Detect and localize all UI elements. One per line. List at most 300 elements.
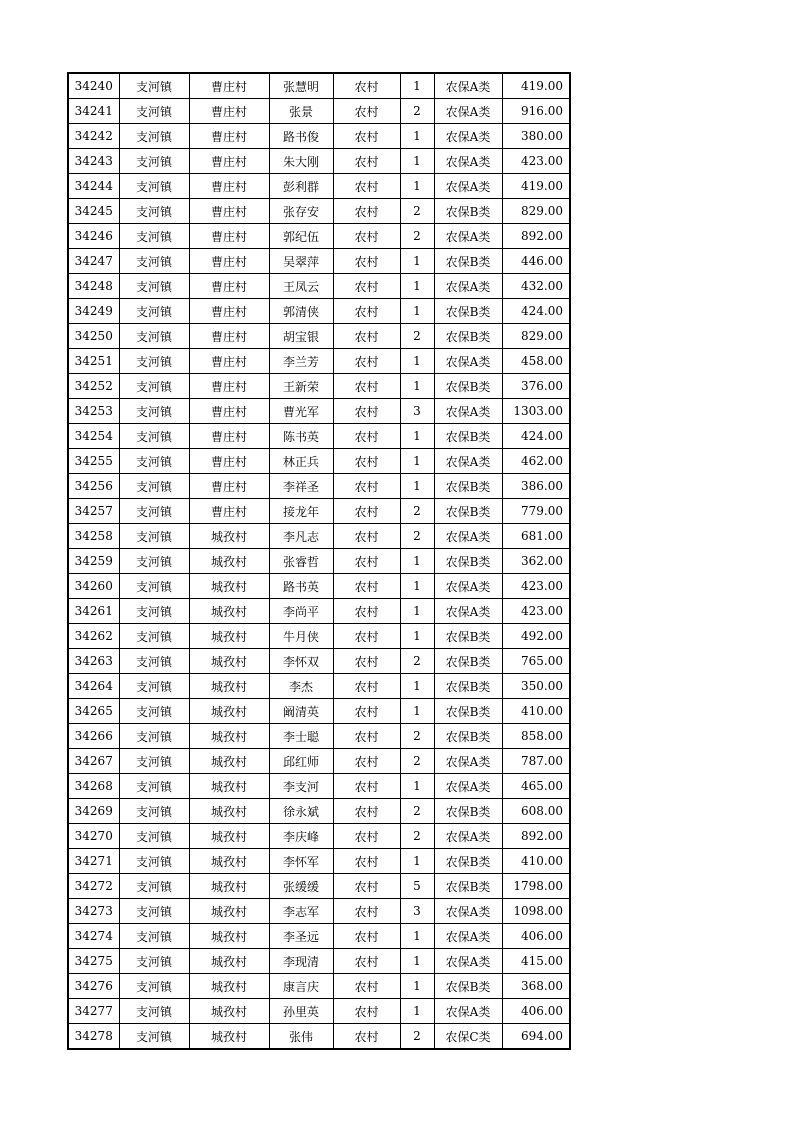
town-cell: 支河镇 — [119, 724, 189, 749]
name-cell: 阚清英 — [269, 699, 333, 724]
category-cell: 农保A类 — [434, 599, 502, 624]
member-count-cell: 1 — [400, 149, 434, 174]
village-cell: 城孜村 — [189, 574, 269, 599]
serial-cell: 34271 — [68, 849, 119, 874]
town-cell: 支河镇 — [119, 674, 189, 699]
village-cell: 城孜村 — [189, 849, 269, 874]
amount-cell: 423.00 — [502, 599, 570, 624]
amount-cell: 350.00 — [502, 674, 570, 699]
table-row — [68, 299, 570, 324]
village-cell: 曹庄村 — [189, 324, 269, 349]
serial-cell: 34262 — [68, 624, 119, 649]
serial-cell: 34240 — [68, 73, 119, 99]
serial-cell: 34245 — [68, 199, 119, 224]
member-count-cell: 1 — [400, 349, 434, 374]
household-type-cell: 农村 — [333, 674, 400, 699]
member-count-cell: 2 — [400, 799, 434, 824]
village-cell: 城孜村 — [189, 524, 269, 549]
household-type-cell: 农村 — [333, 349, 400, 374]
name-cell: 胡宝银 — [269, 324, 333, 349]
member-count-cell: 1 — [400, 699, 434, 724]
category-cell: 农保B类 — [434, 799, 502, 824]
member-count-cell: 3 — [400, 399, 434, 424]
category-cell: 农保B类 — [434, 299, 502, 324]
town-cell: 支河镇 — [119, 599, 189, 624]
table-row — [68, 149, 570, 174]
member-count-cell: 1 — [400, 849, 434, 874]
town-cell: 支河镇 — [119, 124, 189, 149]
serial-cell: 34274 — [68, 924, 119, 949]
category-cell: 农保A类 — [434, 149, 502, 174]
town-cell: 支河镇 — [119, 949, 189, 974]
serial-cell: 34242 — [68, 124, 119, 149]
household-type-cell: 农村 — [333, 549, 400, 574]
serial-cell: 34246 — [68, 224, 119, 249]
village-cell: 城孜村 — [189, 774, 269, 799]
household-type-cell: 农村 — [333, 99, 400, 124]
member-count-cell: 1 — [400, 449, 434, 474]
village-cell: 曹庄村 — [189, 73, 269, 99]
household-type-cell: 农村 — [333, 974, 400, 999]
serial-cell: 34270 — [68, 824, 119, 849]
category-cell: 农保B类 — [434, 549, 502, 574]
table-row — [68, 699, 570, 724]
category-cell: 农保B类 — [434, 974, 502, 999]
amount-cell: 462.00 — [502, 449, 570, 474]
category-cell: 农保B类 — [434, 499, 502, 524]
category-cell: 农保A类 — [434, 449, 502, 474]
household-type-cell: 农村 — [333, 774, 400, 799]
town-cell: 支河镇 — [119, 349, 189, 374]
category-cell: 农保B类 — [434, 199, 502, 224]
town-cell: 支河镇 — [119, 174, 189, 199]
household-type-cell: 农村 — [333, 424, 400, 449]
town-cell: 支河镇 — [119, 149, 189, 174]
town-cell: 支河镇 — [119, 324, 189, 349]
serial-cell: 34263 — [68, 649, 119, 674]
amount-cell: 892.00 — [502, 224, 570, 249]
village-cell: 曹庄村 — [189, 149, 269, 174]
table-row — [68, 849, 570, 874]
household-type-cell: 农村 — [333, 274, 400, 299]
village-cell: 城孜村 — [189, 649, 269, 674]
name-cell: 李祥圣 — [269, 474, 333, 499]
village-cell: 曹庄村 — [189, 449, 269, 474]
name-cell: 张缓缓 — [269, 874, 333, 899]
household-type-cell: 农村 — [333, 324, 400, 349]
town-cell: 支河镇 — [119, 849, 189, 874]
serial-cell: 34248 — [68, 274, 119, 299]
village-cell: 曹庄村 — [189, 374, 269, 399]
amount-cell: 829.00 — [502, 324, 570, 349]
member-count-cell: 1 — [400, 424, 434, 449]
serial-cell: 34255 — [68, 449, 119, 474]
category-cell: 农保A类 — [434, 999, 502, 1024]
name-cell: 王凤云 — [269, 274, 333, 299]
serial-cell: 34241 — [68, 99, 119, 124]
amount-cell: 608.00 — [502, 799, 570, 824]
town-cell: 支河镇 — [119, 224, 189, 249]
category-cell: 农保A类 — [434, 73, 502, 99]
village-cell: 城孜村 — [189, 1024, 269, 1050]
amount-cell: 423.00 — [502, 149, 570, 174]
member-count-cell: 1 — [400, 474, 434, 499]
category-cell: 农保B类 — [434, 849, 502, 874]
household-type-cell: 农村 — [333, 1024, 400, 1050]
table-row — [68, 449, 570, 474]
name-cell: 彭利群 — [269, 174, 333, 199]
member-count-cell: 2 — [400, 824, 434, 849]
table-row — [68, 73, 570, 99]
town-cell: 支河镇 — [119, 899, 189, 924]
table-row — [68, 474, 570, 499]
member-count-cell: 2 — [400, 324, 434, 349]
member-count-cell: 2 — [400, 524, 434, 549]
name-cell: 李现清 — [269, 949, 333, 974]
member-count-cell: 1 — [400, 174, 434, 199]
serial-cell: 34257 — [68, 499, 119, 524]
village-cell: 曹庄村 — [189, 299, 269, 324]
village-cell: 城孜村 — [189, 724, 269, 749]
amount-cell: 1303.00 — [502, 399, 570, 424]
household-type-cell: 农村 — [333, 174, 400, 199]
amount-cell: 858.00 — [502, 724, 570, 749]
household-type-cell: 农村 — [333, 849, 400, 874]
member-count-cell: 2 — [400, 724, 434, 749]
amount-cell: 446.00 — [502, 249, 570, 274]
household-type-cell: 农村 — [333, 524, 400, 549]
household-type-cell: 农村 — [333, 999, 400, 1024]
amount-cell: 423.00 — [502, 574, 570, 599]
category-cell: 农保A类 — [434, 124, 502, 149]
category-cell: 农保A类 — [434, 774, 502, 799]
household-type-cell: 农村 — [333, 474, 400, 499]
serial-cell: 34244 — [68, 174, 119, 199]
village-cell: 曹庄村 — [189, 224, 269, 249]
amount-cell: 779.00 — [502, 499, 570, 524]
town-cell: 支河镇 — [119, 699, 189, 724]
town-cell: 支河镇 — [119, 524, 189, 549]
member-count-cell: 1 — [400, 73, 434, 99]
village-cell: 曹庄村 — [189, 124, 269, 149]
household-type-cell: 农村 — [333, 199, 400, 224]
town-cell: 支河镇 — [119, 574, 189, 599]
amount-cell: 406.00 — [502, 924, 570, 949]
amount-cell: 681.00 — [502, 524, 570, 549]
household-type-cell: 农村 — [333, 149, 400, 174]
member-count-cell: 2 — [400, 499, 434, 524]
category-cell: 农保C类 — [434, 1024, 502, 1050]
village-cell: 城孜村 — [189, 799, 269, 824]
household-type-cell: 农村 — [333, 299, 400, 324]
serial-cell: 34258 — [68, 524, 119, 549]
name-cell: 李怀军 — [269, 849, 333, 874]
category-cell: 农保A类 — [434, 99, 502, 124]
amount-cell: 787.00 — [502, 749, 570, 774]
table-row — [68, 974, 570, 999]
village-cell: 曹庄村 — [189, 174, 269, 199]
table-row — [68, 599, 570, 624]
table-row — [68, 424, 570, 449]
amount-cell: 368.00 — [502, 974, 570, 999]
category-cell: 农保B类 — [434, 724, 502, 749]
category-cell: 农保A类 — [434, 349, 502, 374]
amount-cell: 424.00 — [502, 299, 570, 324]
member-count-cell: 2 — [400, 1024, 434, 1050]
town-cell: 支河镇 — [119, 999, 189, 1024]
serial-cell: 34277 — [68, 999, 119, 1024]
table-row — [68, 999, 570, 1024]
serial-cell: 34269 — [68, 799, 119, 824]
name-cell: 李尚平 — [269, 599, 333, 624]
amount-cell: 492.00 — [502, 624, 570, 649]
serial-cell: 34261 — [68, 599, 119, 624]
village-cell: 曹庄村 — [189, 199, 269, 224]
member-count-cell: 2 — [400, 749, 434, 774]
village-cell: 城孜村 — [189, 549, 269, 574]
category-cell: 农保B类 — [434, 649, 502, 674]
town-cell: 支河镇 — [119, 799, 189, 824]
village-cell: 曹庄村 — [189, 424, 269, 449]
member-count-cell: 1 — [400, 549, 434, 574]
table-row — [68, 949, 570, 974]
name-cell: 李支河 — [269, 774, 333, 799]
amount-cell: 386.00 — [502, 474, 570, 499]
town-cell: 支河镇 — [119, 374, 189, 399]
village-cell: 曹庄村 — [189, 399, 269, 424]
town-cell: 支河镇 — [119, 649, 189, 674]
table-row — [68, 674, 570, 699]
member-count-cell: 1 — [400, 574, 434, 599]
name-cell: 林正兵 — [269, 449, 333, 474]
amount-cell: 465.00 — [502, 774, 570, 799]
name-cell: 朱大刚 — [269, 149, 333, 174]
name-cell: 张存安 — [269, 199, 333, 224]
category-cell: 农保B类 — [434, 374, 502, 399]
table-row — [68, 199, 570, 224]
household-type-cell: 农村 — [333, 574, 400, 599]
member-count-cell: 1 — [400, 674, 434, 699]
category-cell: 农保A类 — [434, 274, 502, 299]
household-type-cell: 农村 — [333, 449, 400, 474]
name-cell: 吴翠萍 — [269, 249, 333, 274]
serial-cell: 34243 — [68, 149, 119, 174]
town-cell: 支河镇 — [119, 874, 189, 899]
household-type-cell: 农村 — [333, 699, 400, 724]
amount-cell: 458.00 — [502, 349, 570, 374]
town-cell: 支河镇 — [119, 299, 189, 324]
name-cell: 李士聪 — [269, 724, 333, 749]
name-cell: 路书英 — [269, 574, 333, 599]
table-row — [68, 524, 570, 549]
member-count-cell: 2 — [400, 99, 434, 124]
name-cell: 李凡志 — [269, 524, 333, 549]
table-row — [68, 274, 570, 299]
amount-cell: 362.00 — [502, 549, 570, 574]
household-type-cell: 农村 — [333, 374, 400, 399]
table-row — [68, 224, 570, 249]
serial-cell: 34267 — [68, 749, 119, 774]
household-type-cell: 农村 — [333, 724, 400, 749]
table-row — [68, 349, 570, 374]
category-cell: 农保B类 — [434, 474, 502, 499]
village-cell: 城孜村 — [189, 999, 269, 1024]
serial-cell: 34249 — [68, 299, 119, 324]
household-type-cell: 农村 — [333, 824, 400, 849]
amount-cell: 432.00 — [502, 274, 570, 299]
town-cell: 支河镇 — [119, 974, 189, 999]
category-cell: 农保B类 — [434, 699, 502, 724]
household-type-cell: 农村 — [333, 124, 400, 149]
amount-cell: 419.00 — [502, 73, 570, 99]
name-cell: 李庆峰 — [269, 824, 333, 849]
table-row — [68, 324, 570, 349]
household-type-cell: 农村 — [333, 499, 400, 524]
amount-cell: 694.00 — [502, 1024, 570, 1050]
serial-cell: 34260 — [68, 574, 119, 599]
name-cell: 路书俊 — [269, 124, 333, 149]
name-cell: 邱红师 — [269, 749, 333, 774]
name-cell: 徐永斌 — [269, 799, 333, 824]
name-cell: 孙里英 — [269, 999, 333, 1024]
category-cell: 农保A类 — [434, 224, 502, 249]
table-row — [68, 899, 570, 924]
serial-cell: 34278 — [68, 1024, 119, 1050]
table-row — [68, 874, 570, 899]
name-cell: 王新荣 — [269, 374, 333, 399]
village-cell: 城孜村 — [189, 874, 269, 899]
member-count-cell: 1 — [400, 624, 434, 649]
category-cell: 农保A类 — [434, 524, 502, 549]
town-cell: 支河镇 — [119, 73, 189, 99]
serial-cell: 34264 — [68, 674, 119, 699]
member-count-cell: 1 — [400, 974, 434, 999]
table-row — [68, 624, 570, 649]
town-cell: 支河镇 — [119, 399, 189, 424]
serial-cell: 34266 — [68, 724, 119, 749]
village-cell: 城孜村 — [189, 674, 269, 699]
serial-cell: 34252 — [68, 374, 119, 399]
name-cell: 康言庆 — [269, 974, 333, 999]
category-cell: 农保B类 — [434, 674, 502, 699]
village-cell: 曹庄村 — [189, 349, 269, 374]
household-type-cell: 农村 — [333, 73, 400, 99]
village-cell: 城孜村 — [189, 749, 269, 774]
household-type-cell: 农村 — [333, 924, 400, 949]
household-type-cell: 农村 — [333, 249, 400, 274]
amount-cell: 415.00 — [502, 949, 570, 974]
name-cell: 郭纪伍 — [269, 224, 333, 249]
amount-cell: 1798.00 — [502, 874, 570, 899]
name-cell: 李兰芳 — [269, 349, 333, 374]
name-cell: 陈书英 — [269, 424, 333, 449]
village-cell: 曹庄村 — [189, 99, 269, 124]
category-cell: 农保A类 — [434, 749, 502, 774]
town-cell: 支河镇 — [119, 499, 189, 524]
town-cell: 支河镇 — [119, 774, 189, 799]
category-cell: 农保B类 — [434, 324, 502, 349]
member-count-cell: 1 — [400, 299, 434, 324]
serial-cell: 34254 — [68, 424, 119, 449]
member-count-cell: 1 — [400, 374, 434, 399]
name-cell: 牛月侠 — [269, 624, 333, 649]
town-cell: 支河镇 — [119, 199, 189, 224]
household-type-cell: 农村 — [333, 624, 400, 649]
serial-cell: 34272 — [68, 874, 119, 899]
amount-cell: 406.00 — [502, 999, 570, 1024]
amount-cell: 829.00 — [502, 199, 570, 224]
member-count-cell: 1 — [400, 949, 434, 974]
town-cell: 支河镇 — [119, 824, 189, 849]
name-cell: 张伟 — [269, 1024, 333, 1050]
member-count-cell: 1 — [400, 274, 434, 299]
table-row — [68, 649, 570, 674]
town-cell: 支河镇 — [119, 1024, 189, 1050]
category-cell: 农保A类 — [434, 924, 502, 949]
serial-cell: 34250 — [68, 324, 119, 349]
name-cell: 李志军 — [269, 899, 333, 924]
table-row — [68, 399, 570, 424]
town-cell: 支河镇 — [119, 99, 189, 124]
member-count-cell: 1 — [400, 249, 434, 274]
table-row — [68, 99, 570, 124]
household-type-cell: 农村 — [333, 949, 400, 974]
category-cell: 农保A类 — [434, 949, 502, 974]
name-cell: 张慧明 — [269, 73, 333, 99]
town-cell: 支河镇 — [119, 424, 189, 449]
amount-cell: 916.00 — [502, 99, 570, 124]
household-type-cell: 农村 — [333, 224, 400, 249]
table-row — [68, 499, 570, 524]
household-type-cell: 农村 — [333, 649, 400, 674]
table-row — [68, 1024, 570, 1050]
village-cell: 城孜村 — [189, 974, 269, 999]
name-cell: 李圣远 — [269, 924, 333, 949]
village-cell: 曹庄村 — [189, 499, 269, 524]
household-type-cell: 农村 — [333, 749, 400, 774]
village-cell: 城孜村 — [189, 824, 269, 849]
town-cell: 支河镇 — [119, 449, 189, 474]
amount-cell: 410.00 — [502, 699, 570, 724]
category-cell: 农保B类 — [434, 424, 502, 449]
category-cell: 农保A类 — [434, 174, 502, 199]
household-type-cell: 农村 — [333, 799, 400, 824]
serial-cell: 34256 — [68, 474, 119, 499]
name-cell: 曹光军 — [269, 399, 333, 424]
village-cell: 城孜村 — [189, 949, 269, 974]
category-cell: 农保B类 — [434, 249, 502, 274]
name-cell: 郭清侠 — [269, 299, 333, 324]
member-count-cell: 1 — [400, 599, 434, 624]
amount-cell: 892.00 — [502, 824, 570, 849]
table-row — [68, 374, 570, 399]
village-cell: 城孜村 — [189, 699, 269, 724]
town-cell: 支河镇 — [119, 924, 189, 949]
table-row — [68, 574, 570, 599]
subsidy-roster-table — [67, 72, 571, 1050]
member-count-cell: 2 — [400, 224, 434, 249]
town-cell: 支河镇 — [119, 549, 189, 574]
serial-cell: 34276 — [68, 974, 119, 999]
table-row — [68, 724, 570, 749]
household-type-cell: 农村 — [333, 874, 400, 899]
serial-cell: 34259 — [68, 549, 119, 574]
name-cell: 李杰 — [269, 674, 333, 699]
serial-cell: 34275 — [68, 949, 119, 974]
member-count-cell: 1 — [400, 999, 434, 1024]
name-cell: 李怀双 — [269, 649, 333, 674]
member-count-cell: 1 — [400, 124, 434, 149]
